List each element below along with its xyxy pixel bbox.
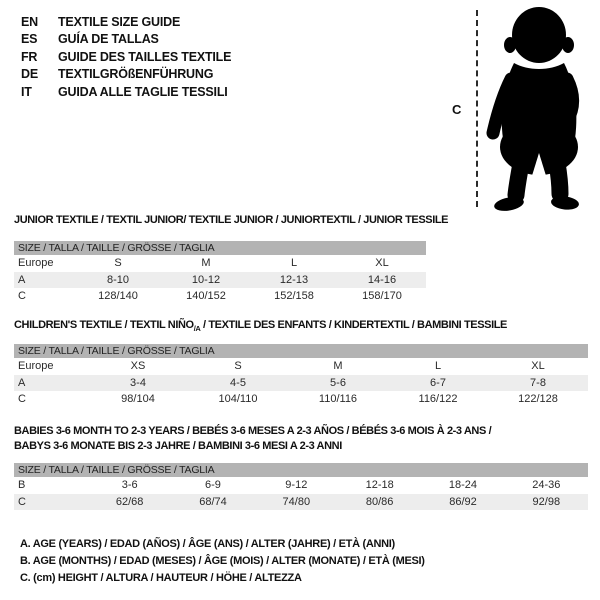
table-cell: 68/74 <box>199 495 227 508</box>
table-cell: 80/86 <box>365 495 394 508</box>
table-row <box>14 391 588 408</box>
table-row-label: C <box>18 495 26 508</box>
language-list <box>21 13 231 101</box>
table-row <box>14 477 588 494</box>
table-cell: 140/152 <box>186 290 226 302</box>
table-cell: 9-12 <box>285 479 308 491</box>
children-size-table <box>14 344 588 408</box>
table-row-label: Europe <box>18 257 54 269</box>
figure-height-dashed-line <box>476 10 478 207</box>
footnote-a: A. AGE (YEARS) / EDAD (AÑOS) / ÂGE (ANS) / ALTER (JAHRE) / ETÀ (ANNI) <box>20 538 395 550</box>
table-cell: L <box>290 257 298 269</box>
table-row-label: C <box>18 393 26 405</box>
table-cell: 104/110 <box>218 393 258 405</box>
table-cell: M <box>333 360 343 372</box>
table-row <box>14 375 588 392</box>
language-row <box>21 48 231 66</box>
language-code: ES <box>21 32 38 47</box>
table-row <box>14 494 588 511</box>
table-cell: 4-5 <box>230 376 246 389</box>
table-cell: 12-13 <box>279 273 309 286</box>
table-cell: S <box>234 360 242 372</box>
language-label: GUIDE DES TAILLES TEXTILE <box>58 49 232 64</box>
language-code: EN <box>21 14 38 29</box>
table-row <box>14 255 426 272</box>
table-cell: 152/158 <box>274 290 314 302</box>
table-cell: 6-9 <box>205 479 221 491</box>
table-row <box>14 272 426 289</box>
footnotes <box>20 536 425 588</box>
table-cell: S <box>114 257 122 269</box>
table-row <box>14 288 426 305</box>
language-label: GUIDA ALLE TAGLIE TESSILI <box>58 84 228 99</box>
table-row-label: A <box>18 376 26 389</box>
table-cell: 116/122 <box>418 393 458 405</box>
table-cell: 3-4 <box>130 376 146 389</box>
table-cell: 7-8 <box>530 376 546 389</box>
table-size-header: SIZE / TALLA / TAILLE / GRÖSSE / TAGLIA <box>14 241 426 255</box>
babies-table-title <box>14 424 526 454</box>
table-cell: 5-6 <box>330 376 346 389</box>
language-row <box>21 66 231 84</box>
language-row <box>21 31 231 49</box>
table-cell: 24-36 <box>532 479 561 491</box>
table-cell: 12-18 <box>365 479 394 491</box>
babies-size-table <box>14 463 588 510</box>
table-cell: 92/98 <box>532 495 561 508</box>
table-cell: 10-12 <box>191 273 221 286</box>
table-cell: 14-16 <box>367 273 397 286</box>
table-title-segment: /A <box>193 324 201 334</box>
table-cell: XS <box>130 360 146 372</box>
table-cell: 74/80 <box>282 495 311 508</box>
children-table-title <box>14 318 589 336</box>
table-title-segment: BABIES 3-6 MONTH TO 2-3 YEARS / BEBÉS 3-6 MESES A 2-3 AÑOS / BÉBÉS 3-6 MOIS À 2-3 ANS / BABYS 3-6 MONATE BIS 2-3 JAHRE / BAMBINI 3-6 MESI A 2-3 ANNI <box>14 425 492 452</box>
footnote-c: C. (cm) HEIGHT / ALTURA / HAUTEUR / HÖHE / ALTEZZA <box>20 572 302 585</box>
table-cell: 6-7 <box>430 376 446 389</box>
table-title-segment: CHILDREN'S TEXTILE / TEXTIL NIÑO <box>14 319 194 331</box>
table-cell: 158/170 <box>362 290 402 302</box>
language-code: FR <box>21 49 38 64</box>
table-cell: M <box>201 257 211 269</box>
language-code: DE <box>21 67 38 82</box>
table-row-label: A <box>18 273 26 286</box>
junior-size-table <box>14 241 426 305</box>
table-size-header: SIZE / TALLA / TAILLE / GRÖSSE / TAGLIA <box>14 463 588 477</box>
language-label: TEXTILE SIZE GUIDE <box>58 14 181 29</box>
table-cell: 86/92 <box>449 495 477 508</box>
table-row-label: Europe <box>18 360 54 372</box>
baby-silhouette-image <box>483 5 595 213</box>
table-cell: 110/116 <box>318 393 358 405</box>
language-row <box>21 13 231 31</box>
table-title-segment: / TEXTILE DES ENFANTS / KINDERTEXTIL / BAMBINI TESSILE <box>200 319 507 331</box>
table-cell: L <box>434 360 442 372</box>
language-label: GUÍA DE TALLAS <box>58 32 159 47</box>
table-cell: 8-10 <box>106 273 130 286</box>
table-cell: 62/68 <box>115 495 144 508</box>
table-cell: XL <box>531 360 545 372</box>
junior-table-title <box>14 213 484 228</box>
table-row-label: C <box>18 290 26 302</box>
footnote-b: B. AGE (MONTHS) / EDAD (MESES) / ÂGE (MOIS) / ALTER (MONATE) / ETÀ (MESI) <box>20 555 425 568</box>
table-cell: 3-6 <box>121 479 138 491</box>
table-cell: 98/104 <box>121 393 155 405</box>
table-cell: 128/140 <box>98 290 138 302</box>
language-code: IT <box>21 84 32 99</box>
table-row-label: B <box>18 479 26 491</box>
table-row <box>14 358 588 375</box>
table-cell: 122/128 <box>518 393 558 405</box>
table-size-header: SIZE / TALLA / TAILLE / GRÖSSE / TAGLIA <box>14 344 588 358</box>
language-row <box>21 83 231 101</box>
figure-height-label: C <box>452 102 462 117</box>
language-label: TEXTILGRÖßENFÜHRUNG <box>58 67 214 82</box>
table-cell: XL <box>375 257 389 269</box>
table-cell: 18-24 <box>448 479 478 491</box>
table-title-segment: JUNIOR TEXTILE / TEXTIL JUNIOR/ TEXTILE JUNIOR / JUNIORTEXTIL / JUNIOR TESSILE <box>14 214 449 226</box>
